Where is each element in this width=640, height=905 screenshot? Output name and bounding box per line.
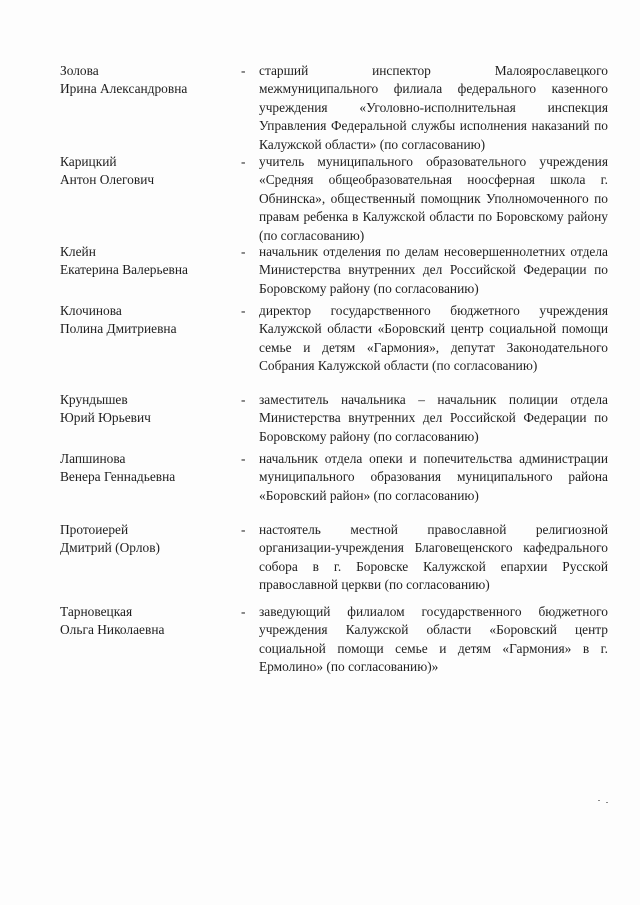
member-name [60, 243, 235, 280]
member-position: заместитель начальника – начальник полиции отдела Министерства внутренних дел Российской Федерации по Боровскому району (по согласованию) [259, 392, 608, 444]
member-position: старший инспектор Малоярославецкого межмуниципального филиала федерального казенного учреждения «Уголовно-исполнительная инспекция Управления Федеральной службы исполнения наказаний по Калужской области» (по согласованию) [259, 63, 608, 152]
member-given-names: Дмитрий (Орлов) [60, 540, 160, 556]
separator-dash: - [241, 154, 246, 169]
member-given-names: Екатерина Валерьевна [60, 262, 188, 278]
member-name [60, 391, 235, 428]
separator-dash: - [241, 303, 246, 318]
member-surname: Клейн [60, 244, 96, 259]
separator-dash: - [241, 451, 246, 466]
separator-dash: - [241, 244, 246, 259]
member-given-names: Юрий Юрьевич [60, 410, 151, 426]
member-position: заведующий филиалом государственного бюджетного учреждения Калужской области «Боровский центр социальной помощи семье и детям «Гармония» в г. Ермолино» (по согласованию)» [259, 604, 608, 675]
separator-dash: - [241, 63, 246, 78]
scan-speck [598, 800, 600, 801]
member-given-names: Полина Дмитриевна [60, 321, 177, 337]
member-given-names: Ирина Александровна [60, 81, 188, 97]
member-name [60, 450, 235, 487]
member-name [60, 62, 235, 99]
member-position: настоятель местной православной религиозной организации-учреждения Благовещенского кафедрального собора в г. Боровске Калужской епархии Русской православной церкви (по согласованию) [259, 522, 608, 593]
member-position: директор государственного бюджетного учреждения Калужской области «Боровский центр социальной помощи семье и детям «Гармония», депутат Законодательного Собрания Калужской области (по согласованию) [259, 303, 608, 374]
member-surname: Клочинова [60, 303, 122, 318]
member-surname: Тарновецкая [60, 604, 133, 619]
member-position: учитель муниципального образовательного учреждения «Средняя общеобразовательная ноосферная школа г. Обнинска», общественный помощник Уполномоченного по правам ребенка в Калужской области по Боровскому району (по согласованию) [259, 154, 608, 243]
separator-dash: - [241, 522, 246, 537]
member-position: начальник отделения по делам несовершеннолетних отдела Министерства внутренних дел Российской Федерации по Боровскому району (по согласованию) [259, 244, 608, 296]
member-surname: Протоиерей [60, 522, 129, 537]
member-given-names: Венера Геннадьевна [60, 469, 176, 485]
member-surname: Карицкий [60, 154, 117, 169]
member-name [60, 603, 235, 640]
member-surname: Золова [60, 63, 99, 78]
member-name [60, 521, 235, 558]
separator-dash: - [241, 604, 246, 619]
member-given-names: Ольга Николаевна [60, 622, 165, 638]
member-surname: Лапшинова [60, 451, 126, 466]
member-position: начальник отдела опеки и попечительства администрации муниципального образования муниципального района «Боровский район» (по согласованию) [259, 451, 608, 503]
member-given-names: Антон Олегович [60, 172, 155, 188]
member-surname: Крундышев [60, 392, 128, 407]
scan-speck [606, 802, 608, 803]
member-name [60, 153, 235, 190]
member-name [60, 302, 235, 339]
separator-dash: - [241, 392, 246, 407]
